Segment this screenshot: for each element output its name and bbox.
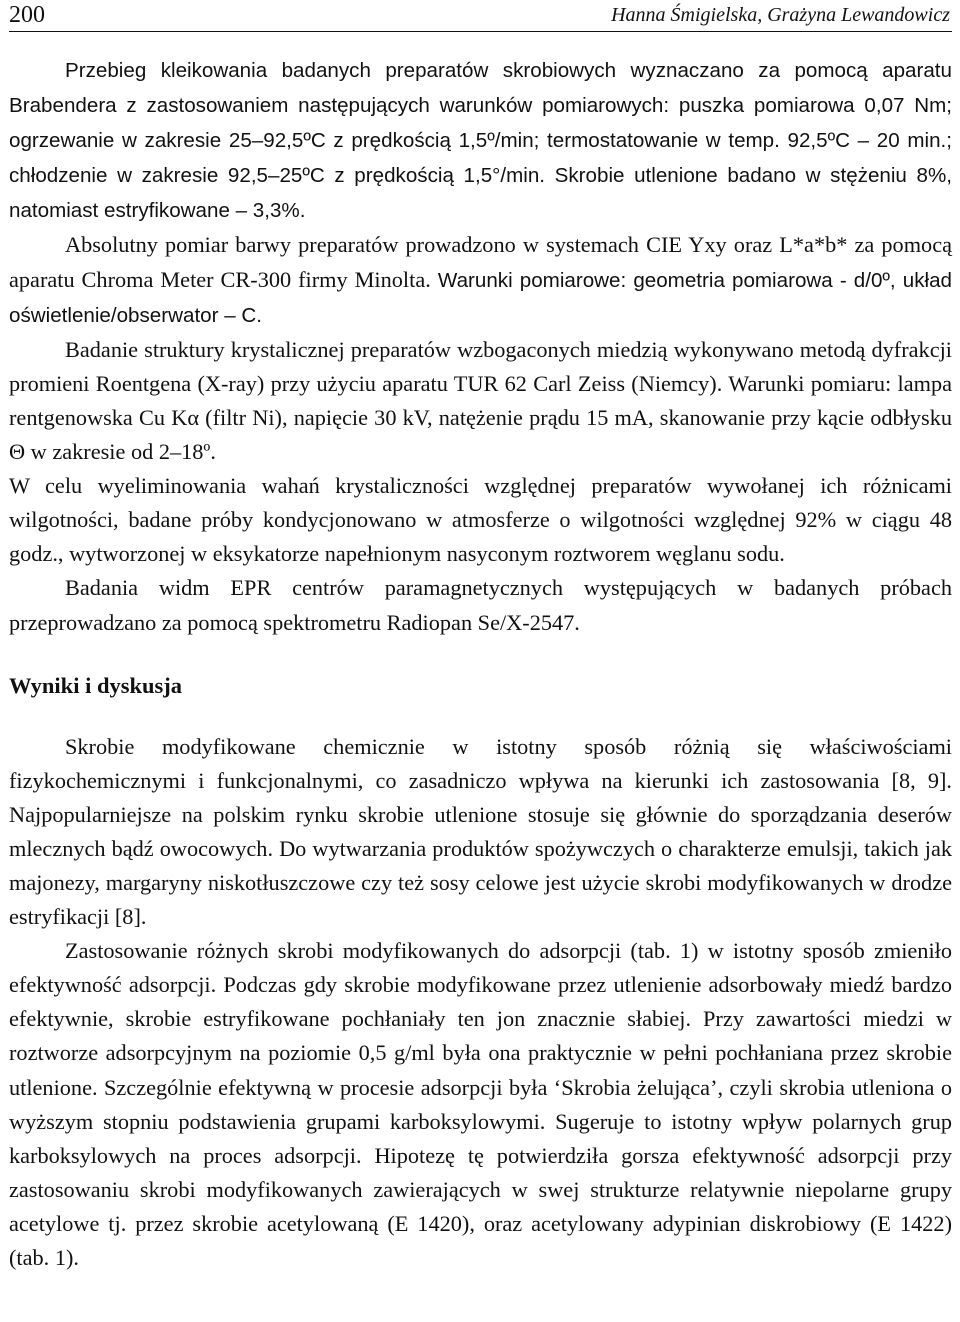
- paragraph-humidity: W celu wyeliminowania wahań krystaliczności względnej preparatów wywołanej ich różnicami wilgotności, badane próby kondycjonowano w atmosferze o wilgotności względnej 92% w ciągu 48 godz., wytworzonej w eksykatorze napełnionym nasyconym roztworem węglanu sodu.: [9, 473, 952, 567]
- paragraph-brabender: [9, 53, 952, 228]
- running-header-authors: Hanna Śmigielska, Grażyna Lewandowicz: [611, 4, 950, 26]
- paragraph-brabender-text: Przebieg kleikowania badanych preparatów skrobiowych wyznaczano za pomocą aparatu Brabendera z zastosowaniem następujących warunków pomiarowych: puszka pomiarowa 0,07 Nm; ogrzewanie w zakresie 25–92,5ºC z prędkością 1,5º/min; termostatowanie w temp. 92,5ºC – 20 min.; chłodzenie w zakresie 92,5–25ºC z prędkością 1,5°/min.: [9, 59, 952, 188]
- running-header: [9, 0, 952, 32]
- section-title: Wyniki i dyskusja: [9, 672, 182, 698]
- paragraph-color-text: Absolutny pomiar barwy preparatów prowadzono w systemach CIE Yxy oraz L*a*b* za pomocą aparatu Chroma Meter CR-300 firmy Minolta.: [9, 232, 952, 292]
- paragraph-color-conditions: Warunki pomiarowe: geometria pomiarowa - d/0º, układ oświetlenie/obserwator – C.: [9, 268, 952, 327]
- body-text: [9, 53, 952, 1275]
- paragraph-results-1: Skrobie modyfikowane chemicznie w istotny sposób różnią się właściwościami fizykochemicznymi i funkcjonalnymi, co zasadniczo wpływa na kierunki ich zastosowania [8, 9]. Najpopularniejsze na polskim rynku skrobie utlenione stosuje się głównie do sporządzania deserów mlecznych bądź owocowych. Do wytwarzania produktów spożywczych o charakterze emulsji, takich jak majonezy, margaryny niskotłuszczowe czy też sosy celowe jest użycie skrobi modyfikowanych w drodze estryfikacji [8].: [9, 733, 952, 930]
- paragraph-color-measurement: [9, 228, 952, 332]
- paragraph-brabender-concentration: Skrobie utlenione badano w stężeniu 8%, natomiast estryfikowane – 3,3%.: [9, 164, 952, 223]
- paragraph-epr: Badania widm EPR centrów paramagnetycznych występujących w badanych próbach przeprowadzano za pomocą spektrometru Radiopan Se/X-2547.: [9, 575, 952, 635]
- page-number: 200: [9, 2, 45, 28]
- paragraph-results-2: Zastosowanie różnych skrobi modyfikowanych do adsorpcji (tab. 1) w istotny sposób zmieniło efektywność adsorpcji. Podczas gdy skrobie modyfikowane przez utlenienie adsorbowały miedź bardzo efektywnie, skrobie estryfikowane pochłaniały ten jon znacznie słabiej. Przy zawartości miedzi w roztworze adsorpcyjnym na poziomie 0,5 g/ml była ona praktycznie w pełni pochłaniana przez skrobie utlenione. Szczególnie efektywną w procesie adsorpcji była ‘Skrobia żelująca’, czyli skrobia utleniona o wyższym stopniu podstawienia grupami karboksylowymi. Sugeruje to istotny wpływ polarnych grup karboksylowych na proces adsorpcji. Hipotezę tę potwierdziła gorsza efektywność adsorpcji przy zastosowaniu skrobi modyfikowanych zawierających w swej strukturze relatywnie niepolarne grupy acetylowe tj. przez skrobie acetylowaną (E 1420), oraz acetylowany adypinian diskrobiowy (E 1422) (tab. 1).: [9, 938, 952, 1270]
- paragraph-xray: Badanie struktury krystalicznej preparatów wzbogaconych miedzią wykonywano metodą dyfrakcji promieni Roentgena (X-ray) przy użyciu aparatu TUR 62 Carl Zeiss (Niemcy). Warunki pomiaru: lampa rentgenowska Cu Kα (filtr Ni), napięcie 30 kV, natężenie prądu 15 mA, skanowanie przy kącie odbłysku Θ w zakresie od 2–18º.: [9, 336, 952, 465]
